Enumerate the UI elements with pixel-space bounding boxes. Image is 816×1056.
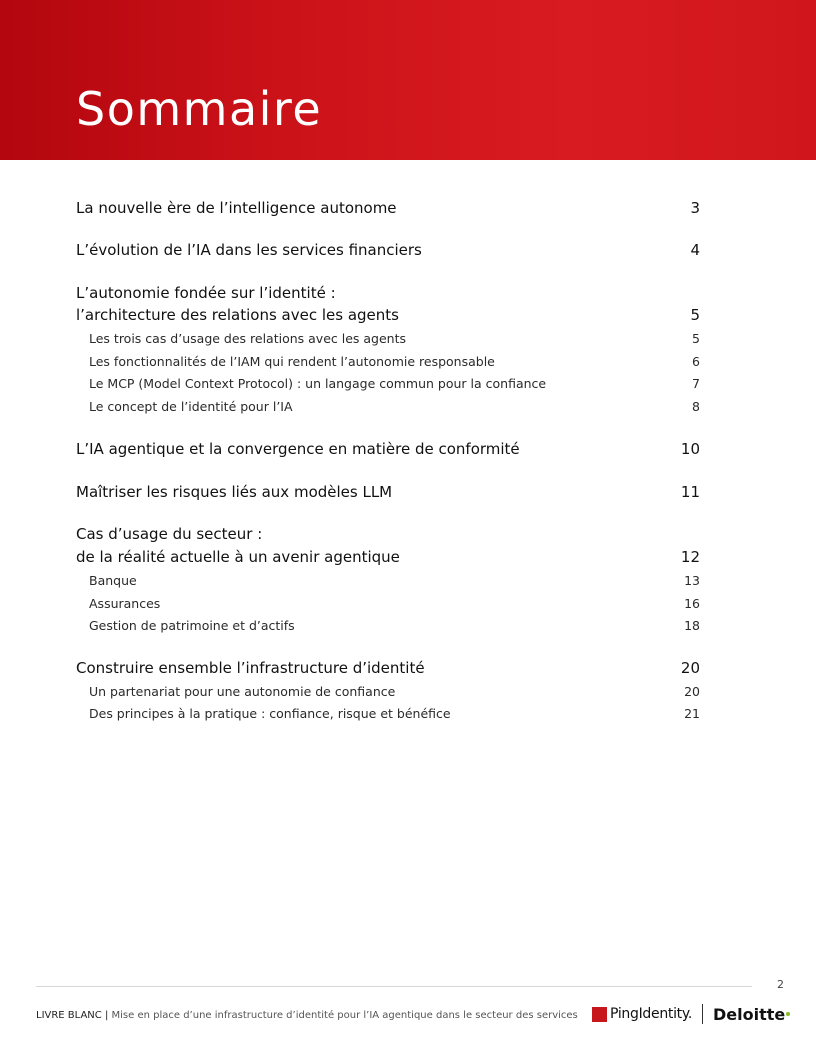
toc-subentry[interactable] — [76, 376, 700, 391]
partner-logos — [592, 1003, 790, 1025]
toc-entry-title: L’autonomie fondée sur l’identité : — [76, 284, 336, 302]
toc-entry-page: 12 — [680, 548, 700, 566]
toc-subentry-page: 20 — [684, 684, 700, 699]
toc-entry-title: L’IA agentique et la convergence en matière de conformité — [76, 440, 520, 458]
toc-subentry-title: Banque — [89, 573, 137, 588]
toc-entry[interactable] — [76, 659, 700, 677]
toc-entry-page: 5 — [690, 306, 700, 324]
toc-subentry-title: Les trois cas d’usage des relations avec les agents — [89, 331, 407, 346]
footer-doc-title: Mise en place d’une infrastructure d’identité pour l’IA agentique dans le secteur des services — [108, 1010, 578, 1021]
toc-subentry-page: 16 — [684, 596, 700, 611]
toc-entry-title: L’évolution de l’IA dans les services financiers — [76, 241, 422, 259]
toc-subentry-page: 18 — [684, 618, 700, 633]
toc-entry-title-line[interactable] — [76, 284, 700, 302]
deloitte-dot-icon — [786, 1012, 790, 1016]
logo-divider — [702, 1004, 703, 1024]
toc-entry-page: 4 — [690, 241, 700, 259]
page-number: 2 — [777, 978, 784, 991]
toc-subentry-page: 6 — [692, 354, 700, 369]
toc-subentry[interactable] — [76, 706, 700, 721]
deloitte-logo: Deloitte — [713, 1004, 786, 1024]
footer-text — [36, 1010, 578, 1021]
toc-subentry-title: Les fonctionnalités de l’IAM qui rendent l’autonomie responsable — [89, 354, 495, 369]
toc-subentry[interactable] — [76, 331, 700, 346]
toc-subentry-page: 21 — [684, 706, 700, 721]
toc-subentry-page: 5 — [692, 331, 700, 346]
footer-divider — [36, 986, 752, 987]
toc-subentry-title: Le MCP (Model Context Protocol) : un langage commun pour la confiance — [89, 376, 547, 391]
toc-subentry-title: Le concept de l’identité pour l’IA — [89, 399, 293, 414]
toc-entry-title: La nouvelle ère de l’intelligence autonome — [76, 199, 397, 217]
ping-identity-logo: PingIdentity. — [610, 1006, 692, 1022]
toc-entry-page: 3 — [690, 199, 700, 217]
toc-subentry-page: 13 — [684, 573, 700, 588]
toc-subentry-page: 8 — [692, 399, 700, 414]
toc-subentry-title: Un partenariat pour une autonomie de confiance — [89, 684, 396, 699]
ping-identity-logo-icon — [592, 1007, 607, 1022]
footer-doc-type: LIVRE BLANC | — [36, 1010, 109, 1021]
toc-entry-title: de la réalité actuelle à un avenir agentique — [76, 548, 400, 566]
toc-entry-page: 10 — [680, 440, 700, 458]
toc-entry[interactable] — [76, 306, 700, 324]
toc-entry-title-line[interactable] — [76, 525, 700, 543]
toc-entry-page: 11 — [680, 483, 700, 501]
toc-entry[interactable] — [76, 548, 700, 566]
toc-entry[interactable] — [76, 199, 700, 217]
toc-subentry[interactable] — [76, 573, 700, 588]
toc-subentry-title: Des principes à la pratique : confiance, risque et bénéfice — [89, 706, 451, 721]
toc-entry[interactable] — [76, 241, 700, 259]
toc-entry-title: Construire ensemble l’infrastructure d’identité — [76, 659, 425, 677]
toc-subentry[interactable] — [76, 684, 700, 699]
toc-subentry[interactable] — [76, 596, 700, 611]
toc-subentry[interactable] — [76, 399, 700, 414]
toc-subentry[interactable] — [76, 354, 700, 369]
toc-subentry-title: Gestion de patrimoine et d’actifs — [89, 618, 295, 633]
header-banner — [0, 0, 816, 160]
toc-entry-title: Maîtriser les risques liés aux modèles LLM — [76, 483, 393, 501]
toc-entry-title: l’architecture des relations avec les agents — [76, 306, 399, 324]
page-title: Sommaire — [76, 82, 323, 136]
toc-entry-page: 20 — [680, 659, 700, 677]
toc-subentry-title: Assurances — [89, 596, 161, 611]
toc-subentry[interactable] — [76, 618, 700, 633]
toc-entry-title: Cas d’usage du secteur : — [76, 525, 263, 543]
toc-entry[interactable] — [76, 483, 700, 501]
toc-subentry-page: 7 — [692, 376, 700, 391]
toc-entry[interactable] — [76, 440, 700, 458]
